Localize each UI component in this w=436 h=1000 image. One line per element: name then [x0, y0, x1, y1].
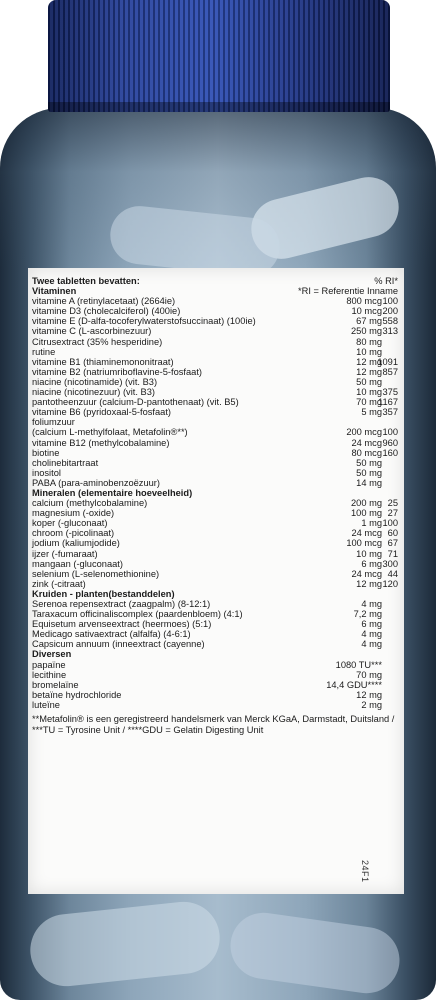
nutrient-name: lecithine: [32, 669, 67, 680]
nutrient-ri: 100: [382, 296, 398, 307]
nutrient-row: [32, 619, 400, 629]
nutrient-name: luteïne: [32, 699, 60, 710]
nutrient-name: calcium (methylcobalamine): [32, 498, 148, 509]
nutrient-name: zink (-citraat): [32, 578, 86, 589]
nutrient-amount: 1 mg: [361, 518, 382, 529]
nutrient-row: [32, 397, 400, 407]
nutrition-rows: [32, 276, 400, 710]
section-heading: [32, 286, 400, 296]
nutrient-amount: 12 mg: [356, 689, 382, 700]
bottle-cap: [48, 0, 390, 112]
nutrient-ri: 100: [382, 518, 398, 529]
nutrient-row: [32, 387, 400, 397]
nutrient-name: cholinebitartraat: [32, 457, 99, 468]
nutrient-name: Twee tabletten bevatten:: [32, 276, 140, 286]
nutrient-name: Taraxacum officinaliscomplex (paardenbloem) (4:1): [32, 609, 243, 620]
nutrient-name: vitamine D3 (cholecalciferol) (400ie): [32, 306, 181, 317]
nutrient-row: [32, 528, 400, 538]
nutrient-name: (calcium L-methylfolaat, Metafolin®**): [32, 427, 188, 438]
nutrient-ri: 25: [387, 498, 398, 509]
nutrient-name: Equisetum arvenseextract (heermoes) (5:1): [32, 619, 212, 630]
nutrient-name: papaïne: [32, 659, 66, 670]
nutrient-ri: 71: [387, 548, 398, 559]
nutrient-row: [32, 458, 400, 468]
nutrient-row: [32, 599, 400, 609]
nutrient-name: vitamine C (L-ascorbinezuur): [32, 326, 152, 337]
nutrient-row: [32, 609, 400, 619]
nutrient-row: [32, 367, 400, 377]
nutrient-amount: 10 mg: [356, 346, 382, 357]
nutrient-amount: 70 mg: [356, 397, 382, 408]
nutrient-name: foliumzuur: [32, 417, 75, 428]
nutrient-name: Vitaminen: [32, 286, 77, 297]
nutrient-amount: 12 mg: [356, 366, 382, 377]
nutrient-ri: 375: [382, 387, 398, 398]
nutrient-ri: 313: [382, 326, 398, 337]
nutrient-name: Kruiden - planten(bestanddelen): [32, 588, 175, 599]
nutrient-amount: 24 mcg: [351, 528, 382, 539]
nutrient-row: [32, 680, 400, 690]
nutrient-ri: 100: [382, 427, 398, 438]
nutrient-row: [32, 296, 400, 306]
nutrient-ri: 120: [382, 578, 398, 589]
nutrient-ri: 160: [382, 447, 398, 458]
nutrient-row: [32, 508, 400, 518]
nutrient-row: [32, 579, 400, 589]
nutrient-amount: 250 mg: [350, 326, 382, 337]
nutrient-name: niacine (nicotinamide) (vit. B3): [32, 376, 158, 387]
nutrient-amount: 1080 TU***: [335, 659, 382, 670]
nutrient-name: inositol: [32, 467, 61, 478]
nutrient-amount: 80 mcg: [351, 447, 382, 458]
nutrient-ri: 558: [382, 316, 398, 327]
nutrient-amount: 24 mcg: [351, 568, 382, 579]
nutrient-amount: 200 mg: [350, 498, 382, 509]
nutrient-name: vitamine B2 (natriumriboflavine-5-fosfaat): [32, 366, 202, 377]
nutrient-name: betaïne hydrochloride: [32, 689, 122, 700]
nutrient-row: [32, 427, 400, 437]
nutrient-amount: 4 mg: [361, 639, 382, 650]
nutrient-row: [32, 377, 400, 387]
nutrient-name: biotine: [32, 447, 60, 458]
nutrient-name: PABA (para-aminobenzoëzuur): [32, 477, 160, 488]
nutrient-name: vitamine B1 (thiaminemononitraat): [32, 356, 174, 367]
nutrient-amount: 70 mg: [356, 669, 382, 680]
nutrient-amount: 50 mg: [356, 467, 382, 478]
section-heading: [32, 649, 400, 659]
nutrient-amount: 24 mcg: [351, 437, 382, 448]
nutrient-row: [32, 549, 400, 559]
nutrient-row: [32, 498, 400, 508]
nutrient-ri: 300: [382, 558, 398, 569]
nutrient-row: [32, 518, 400, 528]
nutrient-name: Citrusextract (35% hesperidine): [32, 336, 163, 347]
nutrient-row: [32, 417, 400, 427]
nutrient-amount: 10 mg: [356, 548, 382, 559]
nutrient-row: [32, 660, 400, 670]
nutrient-ri: % RI*: [374, 276, 398, 286]
nutrient-ri: 857: [382, 366, 398, 377]
nutrient-name: magnesium (-oxide): [32, 508, 115, 519]
nutrient-amount: 50 mg: [356, 376, 382, 387]
section-heading: [32, 488, 400, 498]
nutrient-amount: 10 mg: [356, 387, 382, 398]
nutrient-ri: 27: [387, 508, 398, 519]
nutrient-amount: 200 mcg: [346, 427, 382, 438]
nutrient-name: ijzer (-fumaraat): [32, 548, 98, 559]
nutrient-row: [32, 306, 400, 316]
nutrient-row: [32, 337, 400, 347]
nutrient-name: chroom (-picolinaat): [32, 528, 115, 539]
nutrient-amount: 6 mg: [361, 619, 382, 630]
nutrient-row: [32, 559, 400, 569]
nutrient-row: [32, 538, 400, 548]
nutrient-ri: *RI = Referentie Inname: [298, 286, 398, 297]
nutrient-amount: 14 mg: [356, 477, 382, 488]
nutrient-ri: 1091: [377, 356, 398, 367]
nutrient-name: niacine (nicotinezuur) (vit. B3): [32, 387, 155, 398]
nutrient-ri: 200: [382, 306, 398, 317]
nutrient-ri: 357: [382, 407, 398, 418]
nutrient-row: [32, 448, 400, 458]
nutrient-row: [32, 468, 400, 478]
nutrient-name: vitamine A (retinylacetaat) (2664ie): [32, 296, 176, 307]
nutrient-ri: 44: [387, 568, 398, 579]
nutrient-row: [32, 670, 400, 680]
nutrient-amount: 50 mg: [356, 457, 382, 468]
nutrient-row: [32, 478, 400, 488]
nutrient-amount: 67 mg: [356, 316, 382, 327]
nutrient-name: koper (-gluconaat): [32, 518, 108, 529]
nutrient-row: [32, 700, 400, 710]
nutrient-amount: 800 mcg: [346, 296, 382, 307]
nutrition-table: [32, 276, 400, 736]
nutrient-ri: 67: [387, 538, 398, 549]
nutrient-row: [32, 347, 400, 357]
nutrient-name: Diversen: [32, 649, 72, 660]
nutrient-row: [32, 276, 400, 286]
nutrient-row: [32, 326, 400, 336]
nutrient-ri: 60: [387, 528, 398, 539]
nutrient-row: [32, 407, 400, 417]
batch-code: 24F1: [360, 860, 370, 883]
nutrient-name: bromelaïne: [32, 679, 79, 690]
nutrient-row: [32, 690, 400, 700]
nutrient-name: Medicago sativaextract (alfalfa) (4-6:1): [32, 629, 191, 640]
nutrient-row: [32, 438, 400, 448]
nutrient-ri: 1167: [378, 397, 398, 408]
nutrient-name: vitamine B12 (methylcobalamine): [32, 437, 170, 448]
nutrient-name: Serenoa repensextract (zaagpalm) (8-12:1): [32, 599, 211, 609]
nutrient-amount: 100 mcg: [346, 538, 382, 549]
nutrient-amount: 100 mg: [350, 508, 382, 519]
nutrient-amount: 6 mg: [361, 558, 382, 569]
nutrient-amount: 12 mg: [356, 356, 382, 367]
footnote: **Metafolin® is een geregistreerd handelsmerk van Merck KGaA, Darmstadt, Duitsland / ***TU = Tyrosine Unit / ****GDU = Gelatin Digesting Unit: [32, 714, 395, 736]
nutrient-name: pantotheenzuur (calcium-D-pantothenaat) (vit. B5): [32, 397, 239, 408]
nutrient-name: rutine: [32, 346, 56, 357]
nutrient-amount: 12 mg: [356, 578, 382, 589]
nutrient-amount: 4 mg: [361, 629, 382, 640]
nutrient-amount: 10 mcg: [351, 306, 382, 317]
cap-rim: [48, 102, 390, 112]
nutrient-amount: 7,2 mg: [353, 609, 382, 620]
nutrient-row: [32, 629, 400, 639]
nutrient-amount: 2 mg: [361, 699, 382, 710]
cap-ridges: [48, 0, 390, 112]
nutrient-amount: 14,4 GDU****: [326, 679, 382, 690]
nutrient-amount: 4 mg: [361, 599, 382, 609]
nutrient-name: Capsicum annuum (inneextract (cayenne): [32, 639, 205, 650]
nutrient-name: vitamine E (D-alfa-tocoferylwaterstofsuccinaat) (100ie): [32, 316, 256, 327]
nutrient-row: [32, 357, 400, 367]
nutrient-row: [32, 639, 400, 649]
nutrient-row: [32, 569, 400, 579]
nutrient-name: vitamine B6 (pyridoxaal-5-fosfaat): [32, 407, 171, 418]
section-heading: [32, 589, 400, 599]
nutrient-name: jodium (kaliumjodide): [32, 538, 120, 549]
nutrient-amount: 5 mg: [361, 407, 382, 418]
nutrient-row: [32, 316, 400, 326]
nutrient-ri: 960: [382, 437, 398, 448]
nutrient-name: mangaan (-gluconaat): [32, 558, 123, 569]
nutrient-name: selenium (L-selenomethionine): [32, 568, 160, 579]
nutrient-amount: 80 mg: [356, 336, 382, 347]
nutrient-name: Mineralen (elementaire hoeveelheid): [32, 487, 193, 498]
